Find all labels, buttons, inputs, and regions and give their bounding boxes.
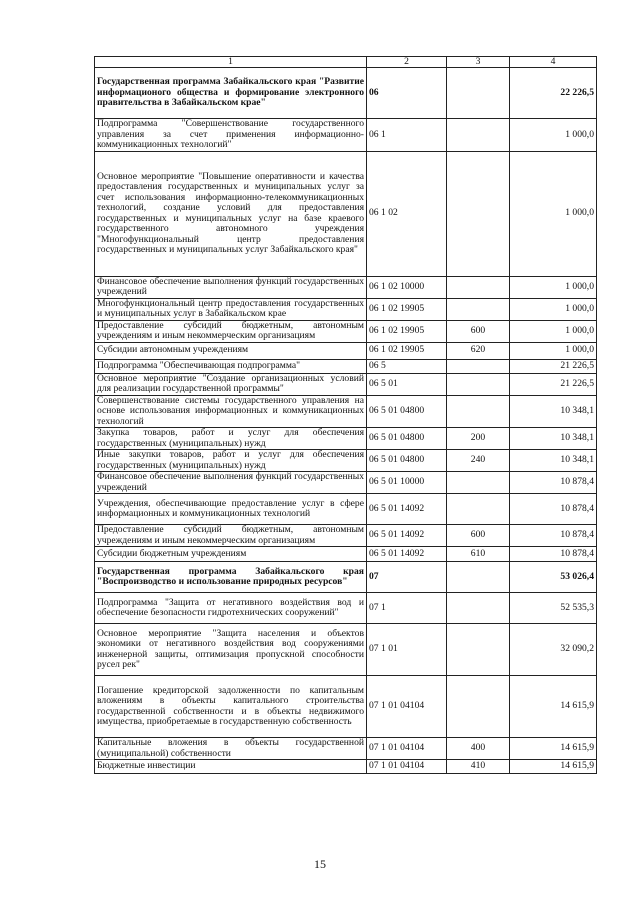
row-code: 07 1 xyxy=(367,593,447,624)
row-code: 07 1 01 xyxy=(367,624,447,676)
row-expense-type: 610 xyxy=(447,547,510,562)
row-code: 07 xyxy=(367,562,447,593)
table-row xyxy=(95,151,597,276)
row-amount: 10 878,4 xyxy=(510,472,597,494)
row-description: Подпрограмма "Совершенствование государственного управления за счет применения информационно-коммуникационных технологий" xyxy=(95,119,367,152)
row-description: Финансовое обеспечение выполнения функций государственных учреждений xyxy=(95,276,367,298)
row-expense-type xyxy=(447,276,510,298)
row-amount: 14 615,9 xyxy=(510,738,597,760)
table-row xyxy=(95,395,597,428)
row-amount: 1 000,0 xyxy=(510,298,597,320)
row-expense-type: 200 xyxy=(447,428,510,450)
row-amount: 10 878,4 xyxy=(510,525,597,547)
row-description: Основное мероприятие "Защита населения и объектов экономики от негативного воздействия вод сооружениями инженерной защиты, оптимизация пропускной способности русел рек" xyxy=(95,624,367,676)
row-amount: 53 026,4 xyxy=(510,562,597,593)
row-description: Закупка товаров, работ и услуг для обеспечения государственных (муниципальных) нужд xyxy=(95,428,367,450)
row-expense-type: 410 xyxy=(447,760,510,774)
column-header: 3 xyxy=(447,57,510,68)
table-row xyxy=(95,68,597,119)
row-code: 06 5 01 04800 xyxy=(367,450,447,472)
table-row xyxy=(95,738,597,760)
row-description: Субсидии бюджетным учреждениям xyxy=(95,547,367,562)
row-code: 06 5 01 14092 xyxy=(367,547,447,562)
row-amount: 22 226,5 xyxy=(510,68,597,119)
table-row xyxy=(95,494,597,525)
row-code: 06 5 01 04800 xyxy=(367,395,447,428)
column-header: 1 xyxy=(95,57,367,68)
row-amount: 10 348,1 xyxy=(510,450,597,472)
row-code: 06 5 01 10000 xyxy=(367,472,447,494)
table-row xyxy=(95,298,597,320)
row-code: 06 5 01 04800 xyxy=(367,428,447,450)
row-code: 07 1 01 04104 xyxy=(367,676,447,738)
row-expense-type: 240 xyxy=(447,450,510,472)
row-description: Подпрограмма "Защита от негативного воздействия вод и обеспечение безопасности гидротехнических сооружений" xyxy=(95,593,367,624)
row-expense-type xyxy=(447,151,510,276)
row-code: 06 1 02 xyxy=(367,151,447,276)
table-row xyxy=(95,359,597,373)
row-amount: 21 226,5 xyxy=(510,373,597,395)
row-amount: 10 878,4 xyxy=(510,547,597,562)
row-amount: 1 000,0 xyxy=(510,151,597,276)
table-row xyxy=(95,562,597,593)
row-code: 06 5 01 14092 xyxy=(367,525,447,547)
row-expense-type xyxy=(447,562,510,593)
row-expense-type xyxy=(447,68,510,119)
row-description: Государственная программа Забайкальского края "Воспроизводство и использование природных ресурсов" xyxy=(95,562,367,593)
row-description: Предоставление субсидий бюджетным, автономным учреждениям и иным некоммерческим организациям xyxy=(95,320,367,342)
row-description: Предоставление субсидий бюджетным, автономным учреждениям и иным некоммерческим организациям xyxy=(95,525,367,547)
row-description: Основное мероприятие "Создание организационных условий для реализации государственной программы" xyxy=(95,373,367,395)
table-row xyxy=(95,342,597,359)
row-expense-type xyxy=(447,395,510,428)
row-description: Финансовое обеспечение выполнения функций государственных учреждений xyxy=(95,472,367,494)
row-description: Совершенствование системы государственного управления на основе использования информационных и коммуникационных технологий xyxy=(95,395,367,428)
row-description: Подпрограмма "Обеспечивающая подпрограмма" xyxy=(95,359,367,373)
row-description: Погашение кредиторской задолженности по капитальным вложениям в объекты капитального строительства государственной собственности и в объекты недвижимого имущества, приобретаемые в государственную собственность xyxy=(95,676,367,738)
table-row xyxy=(95,320,597,342)
row-code: 07 1 01 04104 xyxy=(367,738,447,760)
table-row xyxy=(95,760,597,774)
row-expense-type: 400 xyxy=(447,738,510,760)
row-expense-type: 600 xyxy=(447,320,510,342)
table-row xyxy=(95,428,597,450)
page-number: 15 xyxy=(314,857,326,871)
column-header: 2 xyxy=(367,57,447,68)
row-expense-type xyxy=(447,624,510,676)
row-description: Капитальные вложения в объекты государственной (муниципальной) собственности xyxy=(95,738,367,760)
row-amount: 10 878,4 xyxy=(510,494,597,525)
table-row xyxy=(95,472,597,494)
row-expense-type xyxy=(447,676,510,738)
row-amount: 1 000,0 xyxy=(510,342,597,359)
row-code: 06 1 02 10000 xyxy=(367,276,447,298)
budget-table xyxy=(94,56,597,774)
row-description: Основное мероприятие "Повышение оперативности и качества предоставления государственных и муниципальных услуг за счет использования информационно-телекоммуникационных технологий, создание условий для предоставления государственных и муниципальных услуг на базе краевого государственного автономного учреждения "Многофункциональный центр предоставления государственных и муниципальных услуг Забайкальского края" xyxy=(95,151,367,276)
table-row xyxy=(95,525,597,547)
row-expense-type xyxy=(447,373,510,395)
row-code: 06 1 02 19905 xyxy=(367,320,447,342)
row-code: 06 1 xyxy=(367,119,447,152)
row-description: Многофункциональный центр предоставления государственных и муниципальных услуг в Забайкальском крае xyxy=(95,298,367,320)
row-code: 06 5 01 14092 xyxy=(367,494,447,525)
row-expense-type xyxy=(447,298,510,320)
table-row xyxy=(95,676,597,738)
row-expense-type: 620 xyxy=(447,342,510,359)
row-amount: 21 226,5 xyxy=(510,359,597,373)
row-description: Иные закупки товаров, работ и услуг для обеспечения государственных (муниципальных) нужд xyxy=(95,450,367,472)
row-amount: 1 000,0 xyxy=(510,320,597,342)
row-amount: 10 348,1 xyxy=(510,428,597,450)
row-expense-type xyxy=(447,593,510,624)
table-row xyxy=(95,624,597,676)
row-code: 06 5 01 xyxy=(367,373,447,395)
row-amount: 52 535,3 xyxy=(510,593,597,624)
row-description: Учреждения, обеспечивающие предоставление услуг в сфере информационных и коммуникационных технологий xyxy=(95,494,367,525)
row-expense-type xyxy=(447,494,510,525)
row-amount: 10 348,1 xyxy=(510,395,597,428)
row-description: Субсидии автономным учреждениям xyxy=(95,342,367,359)
row-amount: 14 615,9 xyxy=(510,676,597,738)
row-description: Бюджетные инвестиции xyxy=(95,760,367,774)
table-row xyxy=(95,373,597,395)
row-code: 06 xyxy=(367,68,447,119)
row-amount: 1 000,0 xyxy=(510,276,597,298)
table-row xyxy=(95,593,597,624)
row-code: 06 1 02 19905 xyxy=(367,342,447,359)
row-amount: 1 000,0 xyxy=(510,119,597,152)
row-amount: 32 090,2 xyxy=(510,624,597,676)
row-expense-type xyxy=(447,119,510,152)
table-row xyxy=(95,450,597,472)
table-header-row xyxy=(95,57,597,68)
row-code: 07 1 01 04104 xyxy=(367,760,447,774)
row-expense-type: 600 xyxy=(447,525,510,547)
table-row xyxy=(95,119,597,152)
row-code: 06 5 xyxy=(367,359,447,373)
column-header: 4 xyxy=(510,57,597,68)
table-row xyxy=(95,276,597,298)
row-code: 06 1 02 19905 xyxy=(367,298,447,320)
row-amount: 14 615,9 xyxy=(510,760,597,774)
row-expense-type xyxy=(447,359,510,373)
table-row xyxy=(95,547,597,562)
row-description: Государственная программа Забайкальского края "Развитие информационого общества и формирование электронного правительства в Забайкальском крае" xyxy=(95,68,367,119)
budget-table-body xyxy=(95,57,597,774)
row-expense-type xyxy=(447,472,510,494)
